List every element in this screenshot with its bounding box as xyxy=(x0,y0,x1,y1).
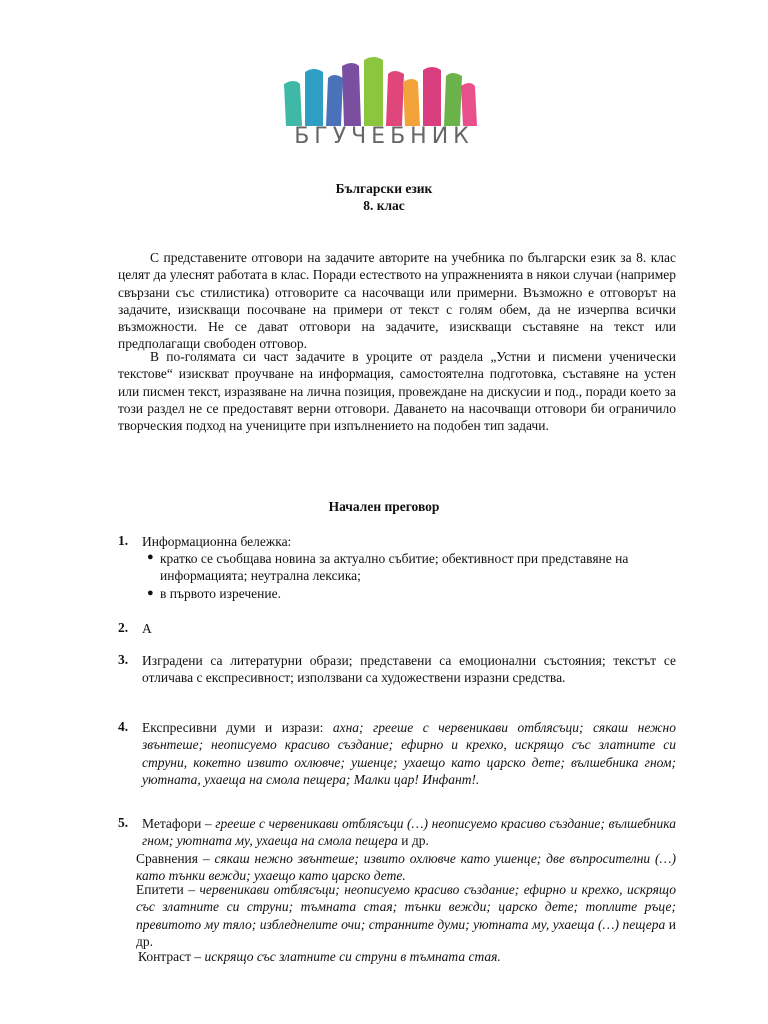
item-number: 1. xyxy=(118,533,129,548)
comparisons-text: Сравнения – сякаш нежно звънтеше; извито охлювче като ушенце; две въпросителни (…) като тънки вежди; ухаещо като царско дете. xyxy=(136,851,677,884)
subject-title: Български език xyxy=(335,181,433,196)
contrast-text: Контраст – искрящо със златните си струни в тъмната стая. xyxy=(138,949,501,964)
item-text: Информационна бележка: xyxy=(142,534,292,549)
book-shape xyxy=(386,71,404,126)
book-shape xyxy=(403,79,420,126)
book-shape xyxy=(284,81,302,126)
bullet-text: кратко се съобщава новина за актуално събитие; обективност при представяне на информацията; неутрална лексика; xyxy=(160,551,629,584)
item-number: 4. xyxy=(118,719,129,734)
intro-paragraph-2: В по-голямата си част задачите в уроците от раздела „Устни и писмени ученически текстове“ изискват проучване на информация, самостоятелна подготовка, съставяне на устен или писмен текст, изразяване на лична позиция, провеждане на дискусии и под., поради което за този раздел не се предоставят верни отговори. Даването на насочващи отговори би ограничило творческия подход на учениците при изпълнението на подобен тип задачи. xyxy=(118,349,676,434)
book-shape xyxy=(423,67,441,126)
bullet-text: в първото изречение. xyxy=(160,586,281,601)
bullet-icon: ● xyxy=(147,551,154,563)
bullet-icon: ● xyxy=(147,587,154,599)
item-number: 5. xyxy=(118,815,129,830)
item-number: 3. xyxy=(118,652,129,667)
brand-wordmark: БГУЧЕБНИК xyxy=(294,124,474,149)
book-shape xyxy=(305,69,323,126)
item-number: 2. xyxy=(118,620,129,635)
book-shape xyxy=(364,57,383,126)
section-title: Начален преговор xyxy=(328,499,440,514)
book-shape xyxy=(461,83,477,126)
epithets-text: Епитети – червеникави отблясъци; неописуемо красиво създание; ефирно и крехко, искрящо със златните си струни; тъмната стая; тънки вежди; царско дете; топлите ръце; превитото му тяло; избледнелите очи; странните думи; уютната му, ухаеща (…) пещера и др. xyxy=(136,882,676,949)
book-shape xyxy=(342,63,361,126)
item-text: А xyxy=(142,621,152,636)
book-shape xyxy=(326,75,343,126)
book-shape xyxy=(444,73,462,126)
intro-paragraph-1: С представените отговори на задачите авторите на учебника по български език за 8. клас целят да улеснят работата в клас. Поради естеството на упражненията в някои случаи (например свързани със стилистика) отговорите са насочващи или примерни. Възможно е отговорът на задачите, изискващи посочване на примери от текст с голям обем, да не изчерпва всички възможности. Не се дават отговори на задачите, изискващи съставяне на текст или предполагащи свободен отговор. xyxy=(118,250,676,352)
item-text: Изградени са литературни образи; представени са емоционални състояния; текстът се отличава с експресивност; използвани са художествени изразни средства. xyxy=(142,653,676,686)
grade-title: 8. клас xyxy=(363,198,405,213)
metaphors-text: Метафори – грееше с червеникави отблясъци (…) неописуемо красиво създание; вълшебника гном; уютната му, ухаеща на смола пещера и др. xyxy=(142,816,676,849)
item-text: Експресивни думи и изрази: ахна; грееше с червеникави отблясъци; сякаш нежно звънтеше; неописуемо красиво създание; ефирно и крехко, искрящо със златните си струни, кокетно извито охлювче; ушенце; ухаещо като царско дете; вълшебника гном; уютната, ухаеща на смола пещера; Малки цар! Инфант!. xyxy=(142,720,676,787)
